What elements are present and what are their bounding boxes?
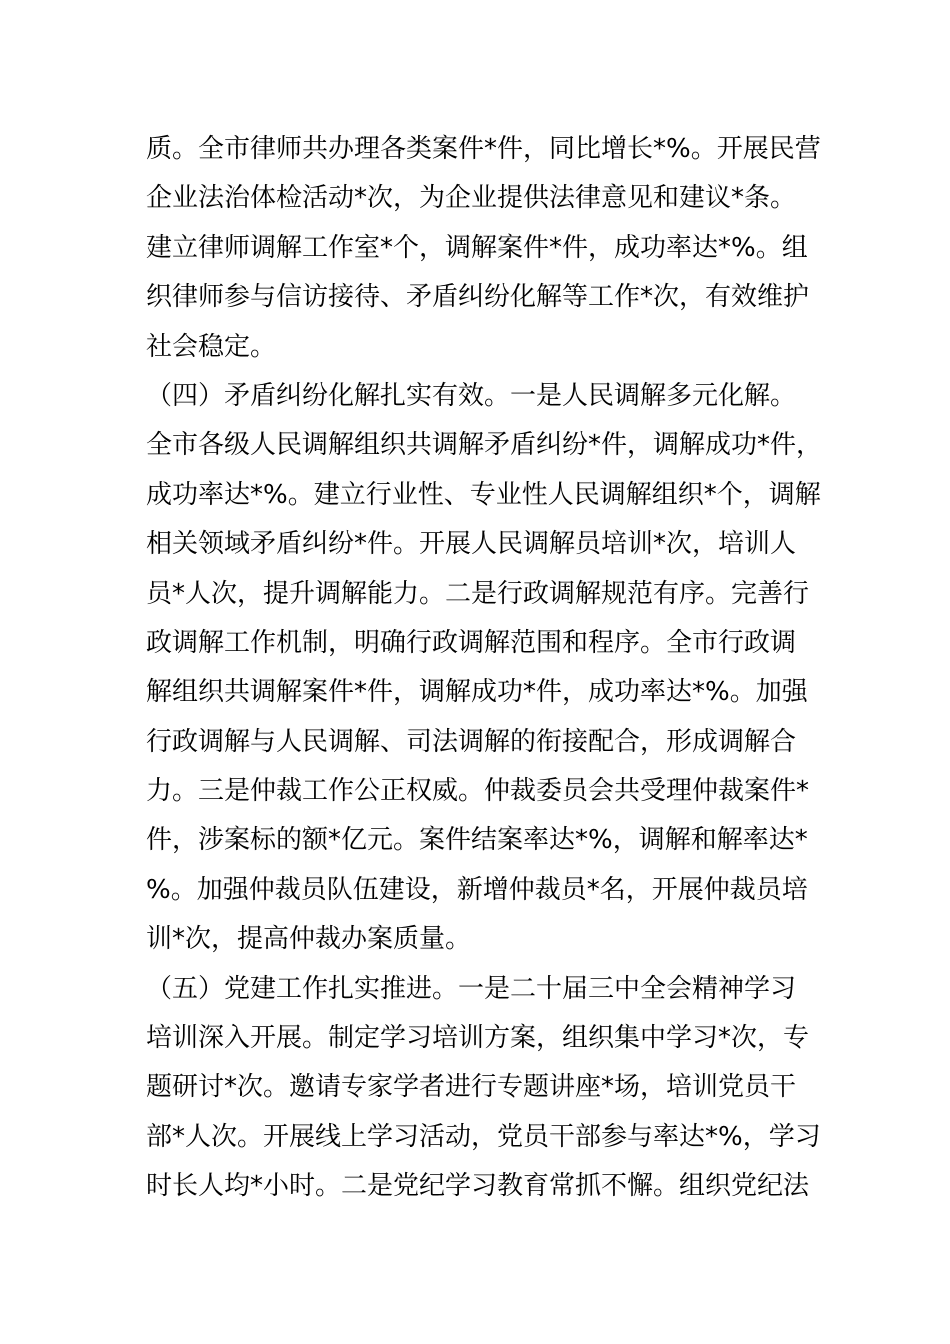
- text-line: 全市各级人民调解组织共调解矛盾纠纷*件，调解成功*件，: [146, 430, 823, 461]
- text-line: 建立律师调解工作室*个，调解案件*件，成功率达*%。组: [146, 232, 808, 263]
- text-line: 件，涉案标的额*亿元。案件结案率达*%，调解和解率达*: [146, 825, 808, 856]
- text-line: 织律师参与信访接待、矛盾纠纷化解等工作*次，有效维护: [146, 282, 810, 313]
- section-heading-line: （四）矛盾纠纷化解扎实有效。一是人民调解多元化解。: [146, 380, 797, 411]
- text-line: 训*次，提高仲裁办案质量。: [146, 924, 472, 955]
- text-line: 社会稳定。: [146, 331, 277, 362]
- text-line: 部*人次。开展线上学习活动，党员干部参与率达*%，学习: [146, 1121, 821, 1152]
- text-line: 行政调解与人民调解、司法调解的衔接配合，形成调解合: [146, 726, 797, 757]
- text-line: 培训深入开展。制定学习培训方案，组织集中学习*次，专: [146, 1023, 810, 1054]
- text-line: %。加强仲裁员队伍建设，新增仲裁员*名，开展仲裁员培: [146, 874, 808, 905]
- text-line: 政调解工作机制，明确行政调解范围和程序。全市行政调: [146, 627, 797, 658]
- text-line: 题研讨*次。邀请专家学者进行专题讲座*场，培训党员干: [146, 1072, 797, 1103]
- text-line: 质。全市律师共办理各类案件*件，同比增长*%。开展民营: [146, 134, 821, 164]
- text-line: 企业法治体检活动*次，为企业提供法律意见和建议*条。: [146, 183, 797, 214]
- text-line: 时长人均*小时。二是党纪学习教育常抓不懈。组织党纪法: [146, 1171, 810, 1202]
- text-line: 解组织共调解案件*件，调解成功*件，成功率达*%。加强: [146, 677, 808, 708]
- text-line: 相关领域矛盾纠纷*件。开展人民调解员培训*次，培训人: [146, 529, 797, 560]
- text-line: 员*人次，提升调解能力。二是行政调解规范有序。完善行: [146, 578, 810, 609]
- section-heading-line: （五）党建工作扎实推进。一是二十届三中全会精神学习: [146, 973, 797, 1004]
- document-body: [146, 127, 836, 1214]
- text-line: 力。三是仲裁工作公正权威。仲裁委员会共受理仲裁案件*: [146, 776, 810, 807]
- text-line: 成功率达*%。建立行业性、专业性人民调解组织*个，调解: [146, 479, 821, 510]
